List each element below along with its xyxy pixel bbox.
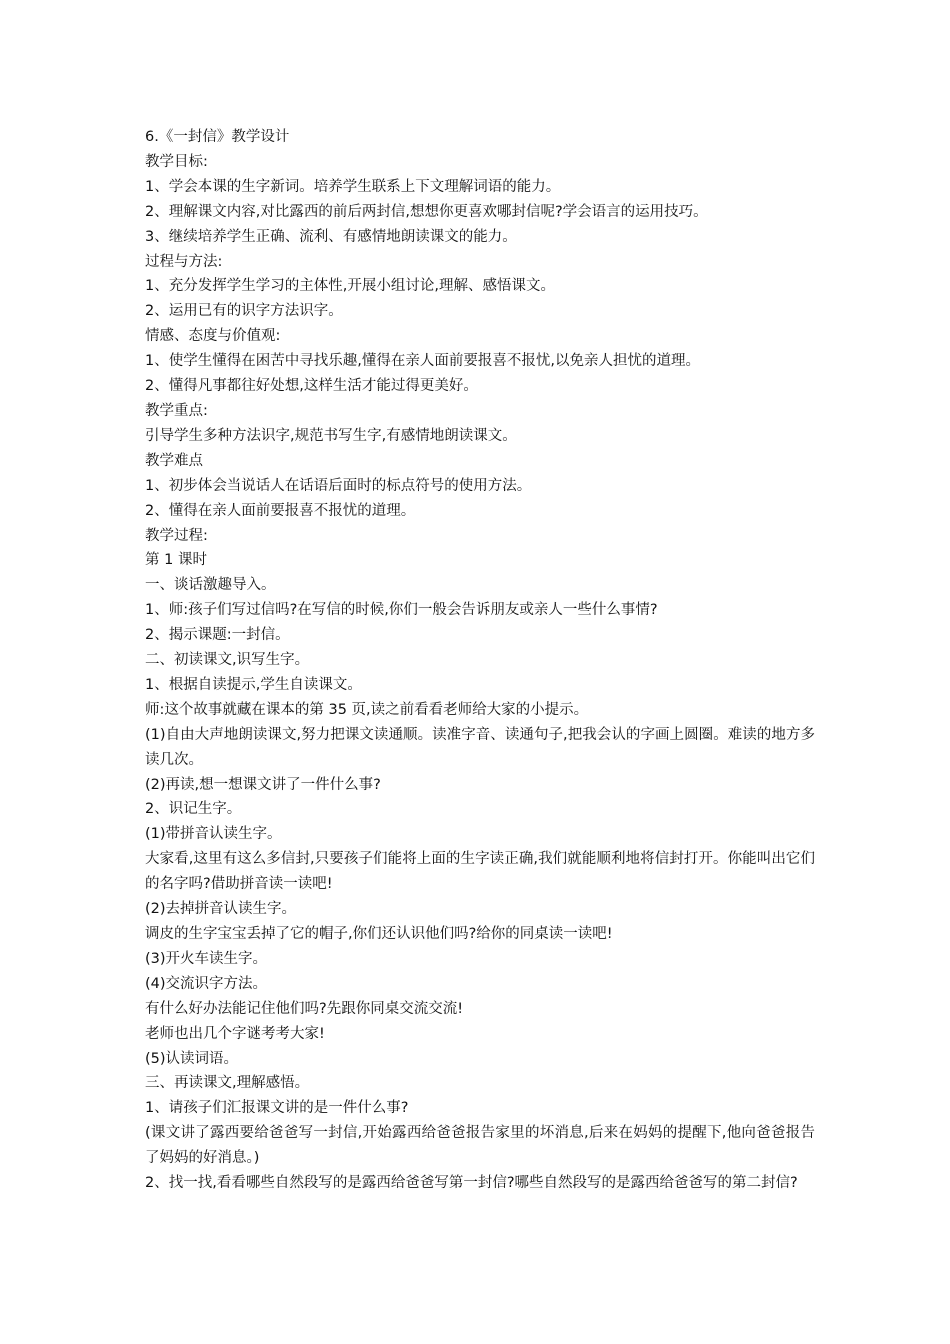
paragraph: 2、识记生字。 <box>145 801 242 818</box>
paragraph: 1、学会本课的生字新词。培养学生联系上下文理解词语的能力。 <box>145 178 561 195</box>
paragraph: (2)再读,想一想课文讲了一件什么事? <box>145 776 381 793</box>
paragraph: (5)认读词语。 <box>145 1050 239 1067</box>
step-heading: 二、初读课文,识写生字。 <box>145 652 310 669</box>
paragraph: (1)带拼音认读生字。 <box>145 826 282 843</box>
paragraph: 2、懂得凡事都往好处想,这样生活才能过得更美好。 <box>145 378 478 395</box>
paragraph: (1)自由大声地朗读课文,努力把课文读通顺。读准字音、读通句子,把我会认的字画上圆圈。难读的地方多读几次。 <box>145 726 815 768</box>
paragraph: 2、揭示课题:一封信。 <box>145 627 290 644</box>
paragraph: 1、师:孩子们写过信吗?在写信的时候,你们一般会告诉朋友或亲人一些什么事情? <box>145 602 658 619</box>
paragraph: 师:这个故事就藏在课本的第 35 页,读之前看看老师给大家的小提示。 <box>145 701 589 718</box>
paragraph: 2、找一找,看看哪些自然段写的是露西给爸爸写第一封信?哪些自然段写的是露西给爸爸写的第二封信? <box>145 1175 798 1192</box>
paragraph: 2、运用已有的识字方法识字。 <box>145 303 343 320</box>
paragraph: 引导学生多种方法识字,规范书写生字,有感情地朗读课文。 <box>145 427 517 444</box>
paragraph: 2、懂得在亲人面前要报喜不报忧的道理。 <box>145 502 416 519</box>
paragraph: (3)开火车读生字。 <box>145 950 268 967</box>
paragraph: 1、使学生懂得在困苦中寻找乐趣,懂得在亲人面前要报喜不报忧,以免亲人担忧的道理。 <box>145 353 700 370</box>
section-heading: 过程与方法: <box>145 253 223 270</box>
section-heading: 教学目标: <box>145 153 208 170</box>
paragraph: 老师也出几个字谜考考大家! <box>145 1025 325 1042</box>
step-heading: 一、谈话激趣导入。 <box>145 577 276 594</box>
section-heading: 情感、态度与价值观: <box>145 328 281 345</box>
paragraph: (4)交流识字方法。 <box>145 975 268 992</box>
section-heading: 教学重点: <box>145 402 208 419</box>
paragraph: 2、理解课文内容,对比露西的前后两封信,想想你更喜欢哪封信呢?学会语言的运用技巧。 <box>145 203 708 220</box>
section-heading: 教学过程: <box>145 527 208 544</box>
paragraph: 有什么好办法能记住他们吗?先跟你同桌交流交流! <box>145 1000 464 1017</box>
paragraph: 大家看,这里有这么多信封,只要孩子们能将上面的生字读正确,我们就能顺利地将信封打开。你能叫出它们的名字吗?借助拼音读一读吧! <box>145 851 815 893</box>
document-body <box>145 125 815 1196</box>
paragraph: 调皮的生字宝宝丢掉了它的帽子,你们还认识他们吗?给你的同桌读一读吧! <box>145 926 613 942</box>
paragraph: 1、根据自读提示,学生自读课文。 <box>145 676 362 693</box>
paragraph: 1、初步体会当说话人在话语后面时的标点符号的使用方法。 <box>145 477 532 494</box>
step-heading: 三、再读课文,理解感悟。 <box>145 1075 310 1092</box>
paragraph: (课文讲了露西要给爸爸写一封信,开始露西给爸爸报告家里的坏消息,后来在妈妈的提醒下,他向爸爸报告了妈妈的好消息。) <box>145 1125 815 1167</box>
paragraph: 3、继续培养学生正确、流利、有感情地朗读课文的能力。 <box>145 228 517 245</box>
document-title: 6.《一封信》教学设计 <box>145 129 290 145</box>
lesson-period: 第 1 课时 <box>145 552 207 569</box>
paragraph: 1、请孩子们汇报课文讲的是一件什么事? <box>145 1100 409 1117</box>
paragraph: 1、充分发挥学生学习的主体性,开展小组讨论,理解、感悟课文。 <box>145 278 555 295</box>
paragraph: (2)去掉拼音认读生字。 <box>145 901 297 918</box>
section-heading: 教学难点 <box>145 452 203 469</box>
